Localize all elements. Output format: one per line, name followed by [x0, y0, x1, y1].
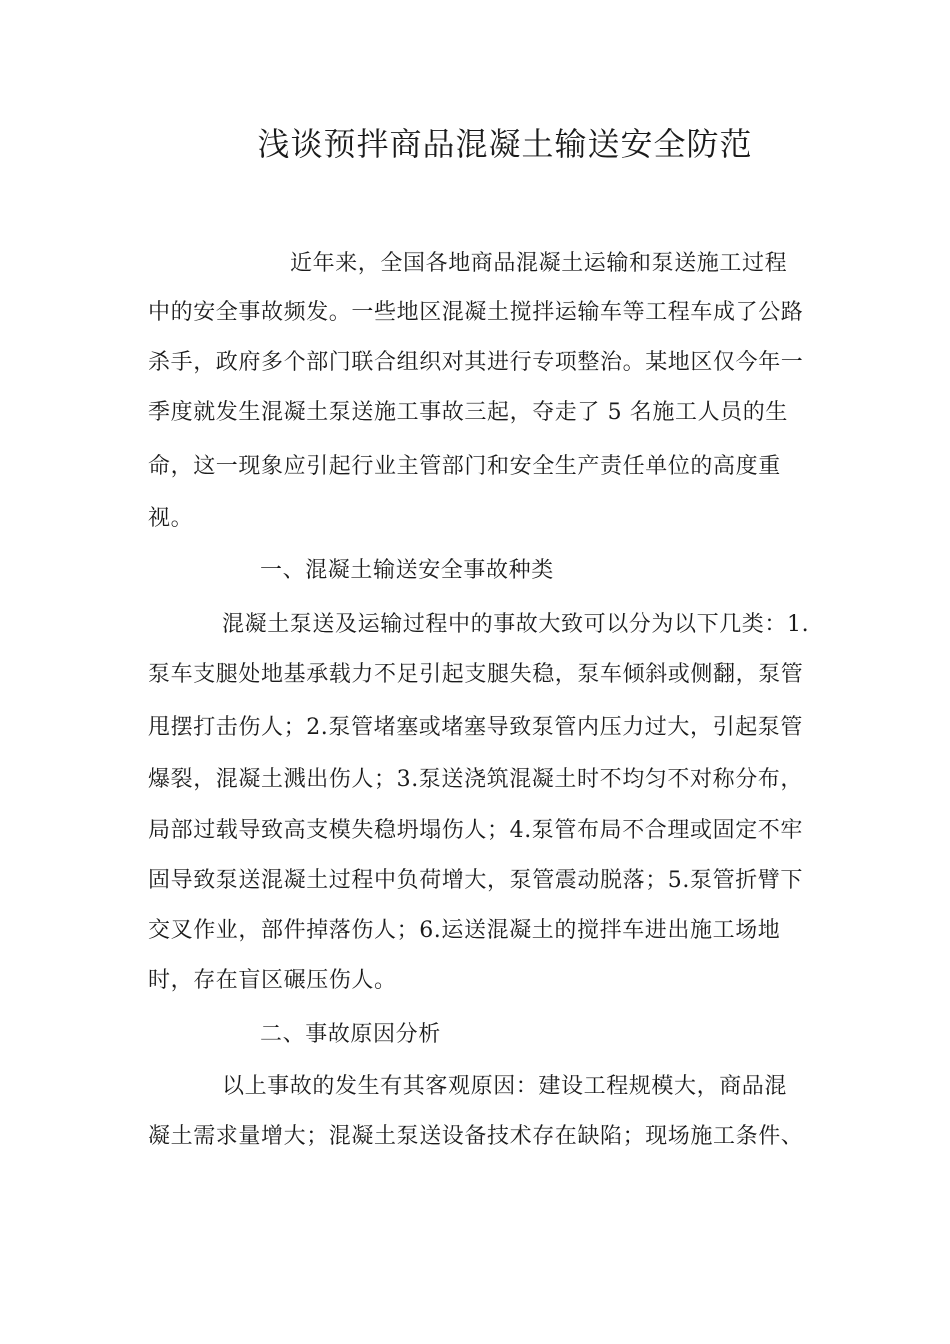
paragraph-3-line-1: 以上事故的发生有其客观原因：建设工程规模大，商品混 [222, 1074, 788, 1099]
paragraph-2-line-6: 固导致泵送混凝土过程中负荷增大，泵管震动脱落；5.泵管折臂下 [148, 868, 803, 893]
paragraph-2-line-5: 局部过载导致高支模失稳坍塌伤人；4.泵管布局不合理或固定不牢 [148, 818, 803, 843]
paragraph-1-line-2: 中的安全事故频发。一些地区混凝土搅拌运输车等工程车成了公路 [148, 300, 804, 325]
paragraph-2-line-8: 时，存在盲区碾压伤人。 [148, 968, 397, 993]
paragraph-1-line-4: 季度就发生混凝土泵送施工事故三起，夺走了 5 名施工人员的生 [148, 400, 788, 425]
paragraph-1-line-6: 视。 [148, 506, 194, 531]
paragraph-2-line-7: 交叉作业，部件掉落伤人；6.运送混凝土的搅拌车进出施工场地 [148, 918, 781, 943]
section-heading-2: 二、事故原因分析 [260, 1022, 441, 1047]
document-title: 浅谈预拌商品混凝土输送安全防范 [257, 125, 753, 163]
paragraph-1-line-1: 近年来，全国各地商品混凝土运输和泵送施工过程 [290, 251, 788, 276]
paragraph-2-line-4: 爆裂，混凝土溅出伤人；3.泵送浇筑混凝土时不均匀不对称分布， [148, 767, 803, 792]
paragraph-2-line-2: 泵车支腿处地基承载力不足引起支腿失稳，泵车倾斜或侧翻，泵管 [148, 662, 804, 687]
paragraph-1-line-5: 命，这一现象应引起行业主管部门和安全生产责任单位的高度重 [148, 454, 781, 479]
paragraph-2-line-3: 甩摆打击伤人；2.泵管堵塞或堵塞导致泵管内压力过大，引起泵管 [148, 715, 803, 740]
section-heading-1: 一、混凝土输送安全事故种类 [260, 558, 554, 583]
paragraph-1-line-3: 杀手，政府多个部门联合组织对其进行专项整治。某地区仅今年一 [148, 350, 804, 375]
paragraph-3-line-2: 凝土需求量增大；混凝土泵送设备技术存在缺陷；现场施工条件、 [148, 1124, 804, 1149]
paragraph-2-line-1: 混凝土泵送及运输过程中的事故大致可以分为以下几类：1. [222, 612, 810, 637]
